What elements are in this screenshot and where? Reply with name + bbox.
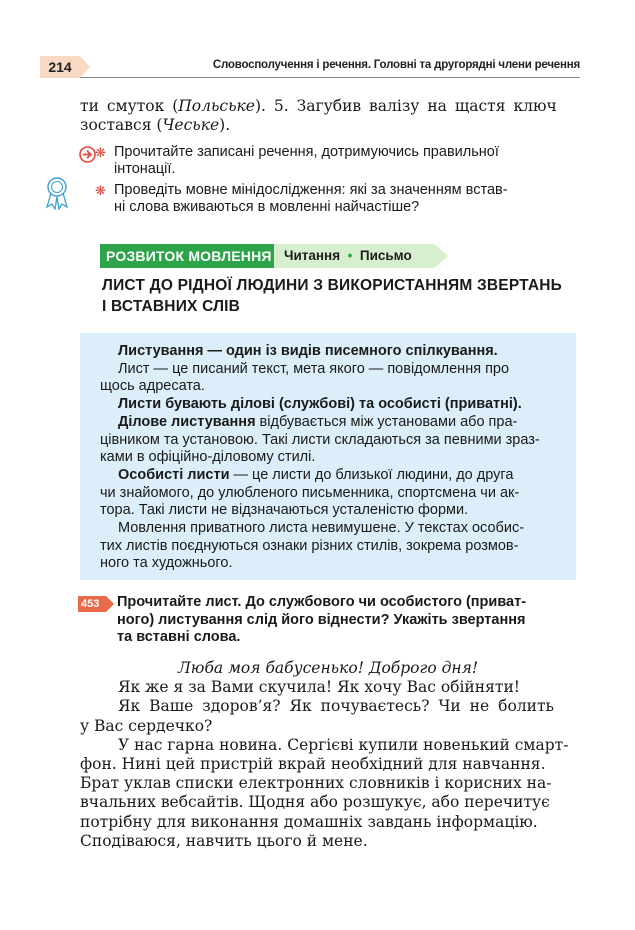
intro-text-part: ). 5. Загубив валізу на щастя ключ bbox=[254, 97, 557, 115]
theory-box bbox=[80, 333, 576, 580]
running-title: Словосполучення і речення. Головні та другорядні члени речення bbox=[212, 59, 580, 71]
exercise-instruction bbox=[117, 594, 577, 647]
theory-term: Особисті листи bbox=[118, 466, 230, 483]
letter-line: вчальних вебсайтів. Щодня або розшукує, або перечитує bbox=[80, 793, 550, 812]
exercise-line: та вставні слова. bbox=[117, 629, 241, 645]
letter-line: Брат уклав списки електронних словників і корисних на- bbox=[80, 774, 552, 793]
asterisk-bullet-icon: ❋ bbox=[95, 183, 106, 198]
theory-line bbox=[100, 467, 564, 485]
theory-line: цівником та установою. Такі листи складаються за певними зраз- bbox=[100, 431, 540, 448]
theory-line: ного та художнього. bbox=[100, 555, 233, 572]
theory-text: — це листи до близької людини, до друга bbox=[229, 466, 514, 483]
task-list bbox=[80, 144, 580, 220]
intro-line-1 bbox=[80, 97, 576, 116]
letter-line: Як Ваше здоров’я? Як почуваєтесь? Чи не болить bbox=[118, 697, 554, 716]
theory-definition: Листи бувають ділові (службові) та особисті (приватні). bbox=[118, 396, 522, 413]
letter-greeting: Люба моя бабусенько! Доброго дня! bbox=[177, 659, 479, 677]
theory-line: тих листів поєднуються ознаки різних стилів, зокрема розмов- bbox=[100, 537, 519, 554]
section-activities bbox=[274, 244, 434, 268]
intro-text-part: ). bbox=[219, 115, 231, 134]
theory-line bbox=[100, 396, 564, 414]
task-text: Проведіть мовне мінідослідження: які за значенням встав- bbox=[114, 182, 508, 198]
medal-ribbon-icon bbox=[44, 176, 70, 210]
section-label: РОЗВИТОК МОВЛЕННЯ bbox=[100, 244, 274, 268]
theory-line: тора. Такі листи не відзначаються усталеністю форми. bbox=[100, 502, 469, 519]
page-header bbox=[40, 56, 580, 78]
theory-line: щось адресата. bbox=[100, 378, 205, 395]
letter-line: потрібну для виконання домашніх завдань інформацію. bbox=[80, 812, 538, 831]
intro-text-part: зостався ( bbox=[80, 115, 163, 134]
exercise-line: ного) листування слід його віднести? Укажіть звертання bbox=[117, 611, 526, 628]
lesson-title-line: ЛИСТ ДО РІДНОЇ ЛЮДИНИ З ВИКОРИСТАННЯМ ЗВЕРТАНЬ bbox=[102, 277, 563, 294]
letter-line: У нас гарна новина. Сергієві купили новенький смарт- bbox=[118, 735, 569, 754]
asterisk-bullet-icon: ❋ bbox=[95, 145, 106, 160]
source-language: Чеське bbox=[162, 115, 220, 134]
lesson-title-line: І ВСТАВНИХ СЛІВ bbox=[102, 298, 241, 315]
task-text: ні слова вживаються в мовленні найчастіше? bbox=[114, 199, 420, 215]
task-item bbox=[80, 182, 580, 216]
theory-line bbox=[100, 343, 564, 361]
theory-definition: Листування — один із видів писемного спілкування. bbox=[118, 343, 498, 359]
task-text: Прочитайте записані речення, дотримуючись правильної bbox=[114, 144, 499, 160]
intro-text-part: ти смуток ( bbox=[80, 97, 179, 115]
activity-writing: Письмо bbox=[359, 248, 412, 263]
exercise-line: Прочитайте лист. До службового чи особистого (приват- bbox=[117, 594, 527, 610]
source-language: Польське bbox=[178, 97, 255, 115]
task-text: інтонації. bbox=[114, 161, 176, 177]
exercise-number: 453 bbox=[78, 596, 106, 612]
theory-line: чи знайомого, до улюбленого письменника, спортсмена чи ак- bbox=[100, 484, 520, 501]
theory-line: Мовлення приватного листа невимушене. У текстах особис- bbox=[118, 520, 525, 537]
letter-line: Як же я за Вами скучила! Як хочу Вас обійняти! bbox=[118, 678, 521, 697]
intro-line-2 bbox=[80, 116, 576, 135]
theory-term: Ділове листування bbox=[118, 413, 256, 430]
theory-line: ками в офіційно-діловому стилі. bbox=[100, 449, 316, 466]
page-number: 214 bbox=[40, 56, 80, 78]
section-bar bbox=[100, 244, 440, 268]
theory-text: відбувається між установами або пра- bbox=[255, 413, 518, 430]
activity-reading: Читання bbox=[284, 248, 341, 263]
letter-text bbox=[80, 659, 576, 851]
intro-text bbox=[80, 97, 576, 134]
lesson-title bbox=[102, 275, 572, 317]
header-rule bbox=[80, 77, 580, 78]
theory-line: Лист — це писаний текст, мета якого — повідомлення про bbox=[118, 360, 510, 377]
theory-line bbox=[100, 414, 564, 432]
letter-line: фон. Нині цей пристрій вкрай необхідний для навчання. bbox=[80, 755, 546, 774]
letter-line: Сподіваюся, навчить цього й мене. bbox=[80, 831, 368, 850]
task-item bbox=[80, 144, 580, 178]
dot-separator-icon: • bbox=[343, 248, 357, 263]
letter-line: у Вас сердечко? bbox=[80, 716, 213, 735]
